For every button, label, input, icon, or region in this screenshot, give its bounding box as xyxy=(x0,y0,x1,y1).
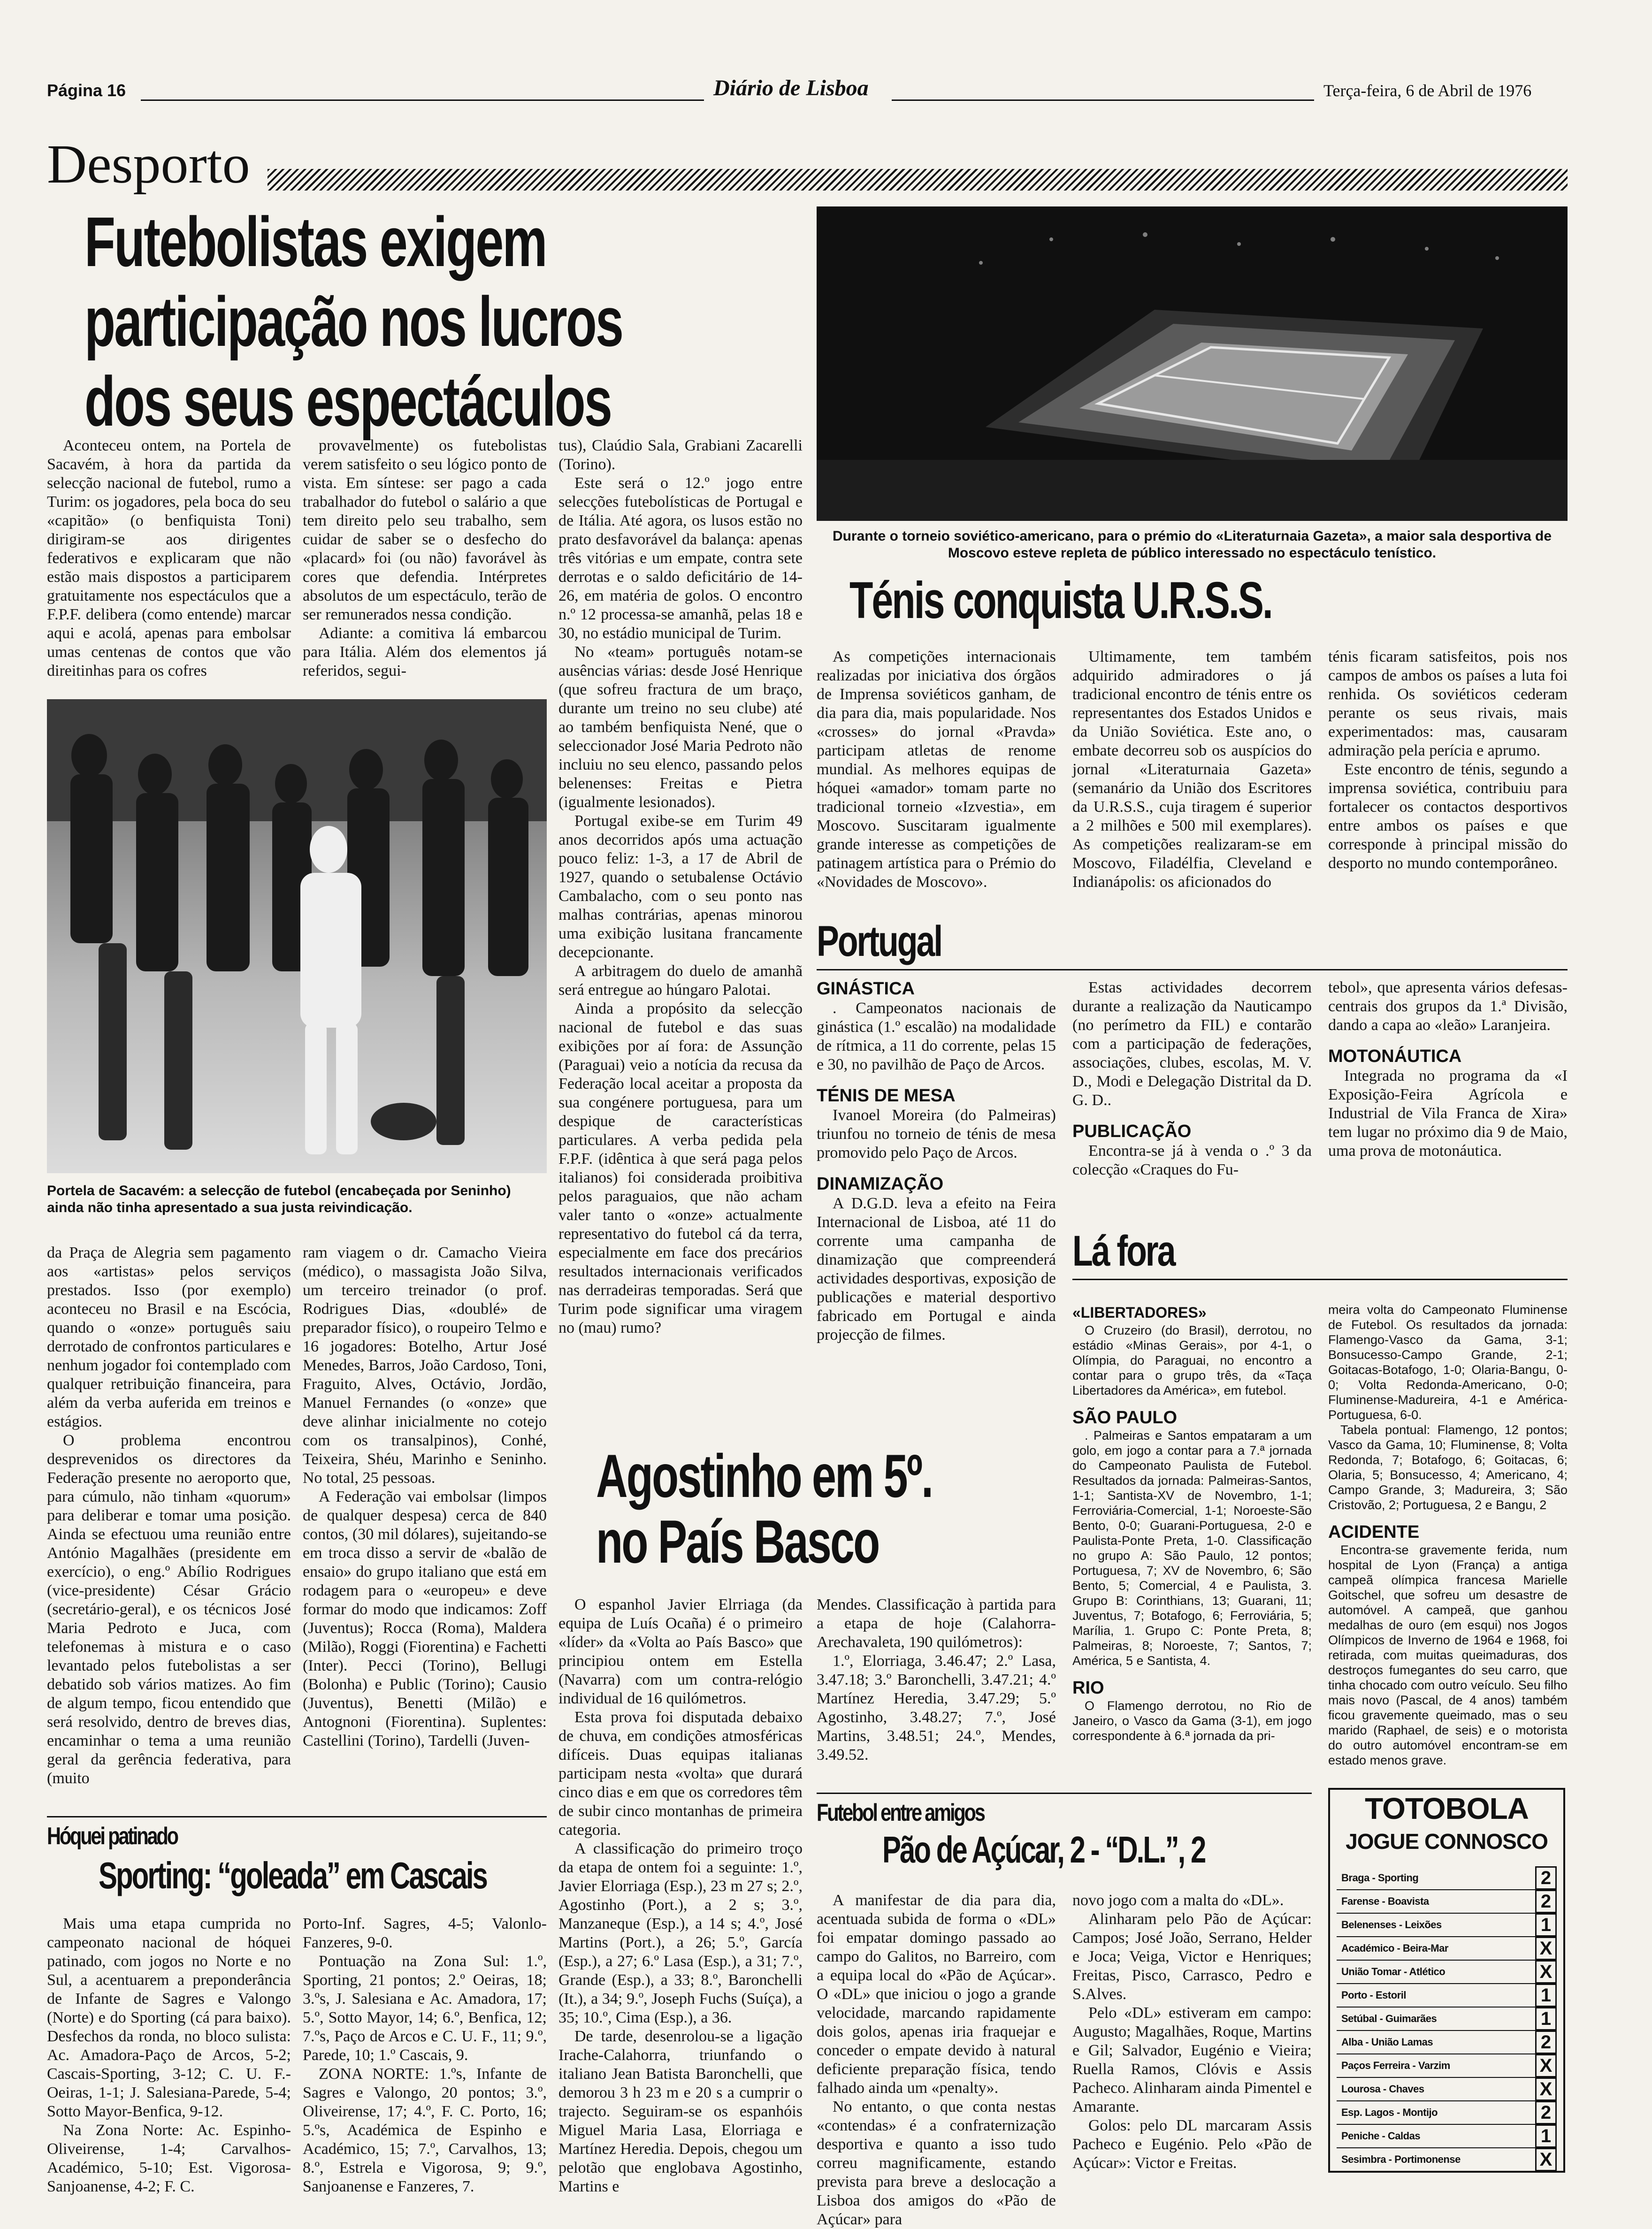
totobola-pick: X xyxy=(1535,1960,1557,1984)
totobola-row xyxy=(1337,1937,1557,1961)
lead-col3: tus), Claúdio Sala, Grabiani Zacarelli (Torino). Este será o 12.º jogo entre selecções futebolísticas de Portugal e de Itália. Até agora, os lusos estão no prato desfavorável da balança: apenas três vitórias e um empate, contra sete derrotas e o saldo deficitário de 14-26, em matéria de golos. O encontro n.º 12 processa-se amanhã, pelas 18 e 30, no estádio municipal de Turim. No «team» português notam-se ausências várias: desde José Henrique (que sofreu fractura de um braço, durante um treino no seu clube) até ao também benfiquista Nené, que o seleccionador José Maria Pedroto não incluiu no seu elenco, passando pelos belenenses: Freitas e Pietra (igualmente lesionados). Portugal exibe-se em Turim 49 anos decorridos após uma actuação pouco feliz: 1-3, a 17 de Abril de 1927, quando o setubalense Octávio Cambalacho, com o seu ponto nas malhas contrárias, apenas minorou uma exibição lusitana francamente decepcionante. A arbitragem do duelo de amanhã será entregue ao húngaro Palotai. Ainda a propósito da selecção nacional de futebol e das suas exibições por aí fora: de Assunção (Paraguai) veio a notícia da recusa da Federação local aceitar a proposta da sua congénere portuguesa, para um despique de características particulares. A verba pedida pela F.P.F. (idêntica à que será paga pelos italianos) foi considerada proibitiva pelos paraguaios, que não acham valer tanto o «onze» actualmente representativo do futebol cá da terra, especialmente em face dos precários resultados internacionais verificados nas derradeiras temporadas. Será que Turim pode significar uma viragem no (mau) rumo? xyxy=(558,437,803,1336)
agostinho-col1: O espanhol Javier Elrriaga (da equipa de Luís Ocaña) é o primeiro «líder» da «Volta ao País Basco» que principiou ontem em Estella (Navarra) com um contra-relógio individual de 16 quilómetros. Esta prova foi disputada debaixo de chuva, em condições atmosféricas difíceis. Duas equipas italianas participam nesta «volta» que durará cinco dias e em que os corredores têm de subir cinco montanhas de primeira categoria. A classificação do primeiro troço da etapa de ontem foi a seguinte: 1.º, Javier Elorriaga (Esp.), 23 m 27 s; 2.º, Agostinho (Port.), a 2 s; 3.º, Manzaneque (Esp.), a 14 s; 4.º, José Martins (Port.), a 26; 5.º, García (Esp.), a 27; 6.º Lasa (Esp.), a 31; 7.º, Grande (Esp.), a 33; 8.º, Baronchelli (It.), a 34; 9.º, Joseph Fuchs (Suíça), a 35; 10.º, Cima (Esp.), a 36. De tarde, desenrolou-se a ligação Irache-Calahorra, triunfando o italiano Jean Batista Baronchelli, que demorou 3 h 23 m e 20 s a cumprir o trajecto. Seguiram-se os espanhóis Miguel Maria Lasa, Elorriaga e Martínez Heredia. Depois, chegou um pelotão que englobava Agostinho, Martins e xyxy=(558,1596,803,2195)
tennis-photo-caption: Durante o torneio soviético-americano, para o prémio do «Literaturnaia Gazeta», a maior sala desportiva de Moscovo esteve repleta de público interessado no espectáculo tenístico. xyxy=(832,528,1552,561)
paper-name: Diário de Lisboa xyxy=(713,76,869,100)
lead-headline-2: participação nos lucros xyxy=(84,282,623,361)
hoquei-rule xyxy=(47,1816,547,1817)
hoquei-col1: Mais uma etapa cumprida no campeonato nacional de hóquei patinado, com jogos no Norte e no Sul, a acentuarem a preponderância de Infante de Sagres e Valongo (Norte) e do Sporting (cá para baixo). Desfechos da ronda, no bloco sulista: Ac. Amadora-Paço de Arcos, 5-2; Cascais-Sporting, 3-12; C. U. F.-Oeiras, 1-1; J. Salesiana-Parede, 5-4; Sotto Mayor-Benfica, 9-12. Na Zona Norte: Ac. Espinho-Oliveirense, 1-4; Carvalhos-Académico, 5-10; Est. Vigorosa-Sanjoanense, 4-2; F. C. xyxy=(47,1915,291,2195)
totobola-box xyxy=(1328,1788,1565,2173)
agostinho-headline-2: no País Basco xyxy=(596,1507,879,1576)
totobola-match: Paços Ferreira - Varzim xyxy=(1341,2060,1450,2071)
lafora-col2: meira volta do Campeonato Fluminense de Futebol. Os resultados da jornada: Flamengo-Vasco da Gama, 3-1; Bonsucesso-Campo Grande, 2-1; Goitacas-Botafogo, 1-0; Olaria-Bangu, 0-0; Volta Redonda-Americano, 0-0; Fluminense-Madureira, 4-1 e América-Portuguesa, 6-0. Tabela pontual: Flamengo, 12 pontos; Vasco da Gama, 10; Fluminense, 8; Volta Redonda, 7; Botafogo, 6; Goitacas, 6; Olaria, 5; Bonsucesso, 4; Americano, 4; Campo Grande, 3; Madureira, 3; São Cristovão, 2; Portuguesa, 2 e Bangu, 2 ACIDENTE Encontra-se gravemente ferida, num hospital de Lyon (França) a antiga campeã olímpica francesa Marielle Goitschel, que sofreu um desastre de automóvel. A campeã, que ganhou medalhas de ouro (em esqui) nos Jogos Olímpicos de Inverno de 1964 e 1968, foi retirada, com muitas queimaduras, dos destroços fumegantes do seu carro, que tinha chocado com outro veículo. Seu filho mais novo (Pascal, de 4 anos) também ficou gravemente queimado, mas o seu marido (Raphael, de seis) e o motorista do outro automóvel encontram-se em estado menos grave. xyxy=(1328,1303,1568,1767)
pao-headline: Pão de Açúcar, 2 - “D.L.”, 2 xyxy=(882,1829,1205,1870)
agostinho-headline-1: Agostinho em 5º. xyxy=(596,1442,933,1510)
totobola-match: Setúbal - Guimarães xyxy=(1341,2013,1437,2024)
totobola-subtitle: JOGUE CONNOSCO xyxy=(1346,1829,1548,1854)
masthead-rule-left xyxy=(141,99,704,101)
totobola-match: Porto - Estoril xyxy=(1341,1989,1406,2001)
lafora-col1: «LIBERTADORES» O Cruzeiro (do Brasil), derrotou, no estádio «Minas Gerais», por 4-1, o Olímpia, do Paraguai, no encontro a contar para o grupo três, da «Taça Libertadores da América», em futebol. SÃO PAULO . Palmeiras e Santos empataram a um golo, em jogo a contar para a 7.ª jornada do Campeonato Paulista de Futebol. Resultados da jornada: Palmeiras-Santos, 1-1; Santista-XV de Novembro, 1-1; Ferroviária-Comercial, 1-1; Noroeste-São Bento, 0-0; Guarani-Portuguesa, 2-0 e Paulista-Ponte Preta, 1-0. Classificação no grupo A: São Paulo, 12 pontos; Portuguesa, 7; XV de Novembro, 6; São Bento, 5; Comercial, 4 e Paulista, 3. Grupo B: Corinthians, 13; Guarani, 11; Juventus, 7; Botafogo, 6; Ferroviária, 5; Marília, 1. Grupo C: Ponte Preta, 8; Palmeiras, 8; Noroeste, 7; Santos, 7; América, 5 e Santista, 4. RIO O Flamengo derrotou, no Rio de Janeiro, o Vasco da Gama (3-1), em jogo correspondente à 6.ª jornada da pri- xyxy=(1072,1304,1312,1743)
totobola-row xyxy=(1337,2031,1557,2054)
totobola-match: Braga - Sporting xyxy=(1341,1872,1419,1884)
lead-headline-3: dos seus espectáculos xyxy=(84,362,612,441)
lead-col2-top: provavelmente) os futebolistas verem satisfeito o seu lógico ponto de vista. Em síntese: ser pago a cada trabalhador do futebol o salário a que tem direito pelo seu trabalho, sem cuidar de saber se o desfecho do «placard» foi (ou não) favorável às cores que defendia. Intérpretes absolutos de um espectáculo, terão de ser remunerados nessa condição. Adiante: a comitiva lá embarcou para Itália. Além dos elementos já referidos, segui- xyxy=(303,437,547,679)
masthead-rule-right xyxy=(892,99,1314,101)
portugal-col1: GINÁSTICA . Campeonatos nacionais de ginástica (1.º escalão) na modalidade de rítmica, a 11 do corrente, pelas 15 e 30, no pavilhão de Paço de Arcos. TÉNIS DE MESA Ivanoel Moreira (do Palmeiras) triunfou no torneio de ténis de mesa promovido pelo Paço de Arcos. DINAMIZAÇÃO A D.G.D. leva a efeito na Feira Internacional de Lisboa, até 11 do corrente uma campanha de dinamização que compreenderá actividades desportivas, exposição de publicações e material desportivo fabricado em Portugal e ainda projecção de filmes. xyxy=(817,979,1056,1344)
lead-photo-caption: Portela de Sacavém: a selecção de futebol (encabeçada por Seninho) ainda não tinha apresentado a sua justa reivindicação. xyxy=(47,1183,511,1215)
totobola-pick: 1 xyxy=(1535,1913,1557,1937)
totobola-pick: X xyxy=(1535,1937,1557,1960)
totobola-match: Farense - Boavista xyxy=(1341,1895,1429,1907)
portugal-heading: Portugal xyxy=(817,917,942,965)
tennis-col1: As competições internacionais realizadas por iniciativa dos órgãos de Imprensa soviéticos ganham, de dia para dia, mais popularidade. Nos «crosses» do jornal «Pravda» participam atletas de renome mundial. As melhores equipas de hóquei «amador» tomam parte no tradicional torneio «Izvestia», em Moscovo. Suscitaram igualmente grande interesse as competições de patinagem artística para o Prémio do «Novidades de Moscovo». xyxy=(817,648,1056,891)
pao-col1: A manifestar de dia para dia, acentuada subida de forma o «DL» foi empatar domingo passado ao campo do Galitos, no Barreiro, com a equipa local do «Pão de Açúcar». O «DL» que iniciou o jogo a grande velocidade, marcando rapidamente dois golos, apenas iria fraquejar e conceder o empate devido à natural deficiente preparação física, tendo falhado ainda um «penalty». No entanto, o que conta nestas «contendas» é a confraternização desportiva e quanto a isso tudo correu magnificamente, estando prevista para breve a deslocação a Lisboa dos amigos do «Pão de Açúcar» para xyxy=(817,1892,1056,2228)
totobola-match: Lourosa - Chaves xyxy=(1341,2083,1424,2095)
section-title: Desporto xyxy=(47,133,250,195)
totobola-row xyxy=(1337,2148,1557,2172)
totobola-list xyxy=(1337,1867,1557,2172)
lafora-heading: Lá fora xyxy=(1072,1227,1175,1275)
lead-col1-bottom: da Praça de Alegria sem pagamento aos «artistas» pelos serviços prestados. Isso (por exemplo) aconteceu no Brasil e na Escócia, quando o «onze» português saiu derrotado de confrontos particulares e nenhum jogador foi contemplado com qualquer retribuição financeira, para além da verba auferida em treinos e estágios. O problema encontrou desprevenidos os directores da Federação presente no aeroporto que, para cúmulo, não tinham «quorum» para deliberar e tomar uma posição. Ainda se efectuou uma reunião entre António Magalhães (presidente em exercício), o eng.º Abílio Rodrigues (vice-presidente) César Grácio (secretário-geral), e os técnicos José Maria Pedroto e Juca, com telefonemas à mistura e o caso levantado pelos futebolistas a ser debatido sob vários matizes. Ao fim de algum tempo, ficou entendido que será resolvido, dentro de breves dias, encaminhar o tema a uma reunião geral da gerência federativa, para (muito xyxy=(47,1244,291,1787)
portugal-col3: tebol», que apresenta vários defesas-centrais dos grupos da 1.ª Divisão, dando a capa ao «leão» Laranjeira. MOTONÁUTICA Integrada no programa da «I Exposição-Feira Agrícola e Industrial de Vila Franca de Xira» tem lugar no próximo dia 9 de Maio, uma prova de motonáutica. xyxy=(1328,979,1568,1160)
lead-col1-top: Aconteceu ontem, na Portela de Sacavém, à hora da partida da selecção nacional de futebol, rumo a Turim: os jogadores, pela boca do seu «capitão» (o benfiquista Toni) dirigiram-se aos dirigentes federativos e explicaram que não estão mais dispostos a participarem gratuitamente nos espectáculos que a F.P.F. delibera (como entende) marcar aqui e acolá, apenas para embolsar umas centenas de contos que vão direitinhas para os cofres xyxy=(47,437,291,679)
totobola-row xyxy=(1337,2101,1557,2125)
totobola-title: TOTOBOLA xyxy=(1365,1792,1529,1825)
totobola-pick: 1 xyxy=(1535,1984,1557,2007)
hoquei-headline: Sporting: “goleada” em Cascais xyxy=(99,1855,487,1896)
totobola-match: Peniche - Caldas xyxy=(1341,2130,1421,2142)
tennis-headline: Ténis conquista U.R.S.S. xyxy=(849,572,1272,629)
totobola-pick: X xyxy=(1535,2054,1557,2077)
lead-headline-1: Futebolistas exigem xyxy=(84,202,546,281)
pao-kicker: Futebol entre amigos xyxy=(817,1799,984,1826)
tennis-arena-photo xyxy=(817,206,1568,521)
hoquei-col2: Porto-Inf. Sagres, 4-5; Valonlo-Fanzeres, 9-0. Pontuação na Zona Sul: 1.º, Sporting, 21 pontos; 2.º Oeiras, 18; 3.ºs, J. Salesiana e Ac. Amadora, 17; 5.º, Sotto Mayor, 14; 6.º, Benfica, 12; 7.ºs, Paço de Arcos e C. U. F., 11; 9.º, Parede, 10; 1.º Cascais, 9. ZONA NORTE: 1.ºs, Infante de Sagres e Valongo, 20 pontos; 3.º, Oliveirense, 17; 4.º, F. C. Porto, 16; 5.ºs, Académica de Espinho e Académico, 15; 7.º, Carvalhos, 13; 8.º, Estrela e Vigorosa, 9; 9.º, Sanjoanense e Fanzeres, 7. xyxy=(303,1915,547,2195)
totobola-pick: X xyxy=(1535,2148,1557,2171)
team-walking-photo xyxy=(47,699,547,1173)
totobola-row xyxy=(1337,1914,1557,1937)
section-hatch xyxy=(268,169,1568,191)
totobola-row xyxy=(1337,1984,1557,2008)
totobola-match: Alba - União Lamas xyxy=(1341,2036,1433,2048)
totobola-pick: 2 xyxy=(1535,1890,1557,1913)
totobola-pick: X xyxy=(1535,2077,1557,2101)
totobola-pick: 2 xyxy=(1535,2101,1557,2124)
totobola-match: Académico - Beira-Mar xyxy=(1341,1942,1448,1954)
totobola-row xyxy=(1337,1961,1557,1984)
totobola-match: Sesimbra - Portimonense xyxy=(1341,2153,1461,2165)
agostinho-col2: Mendes. Classificação à partida para a etapa de hoje (Calahorra-Arechavaleta, 190 quilómetros): 1.º, Elorriaga, 3.46.47; 2.º Lasa, 3.47.18; 3.º Baronchelli, 3.47.21; 4.º Martínez Heredia, 3.47.29; 5.º Agostinho, 3.48.27; 7.º, José Martins, 3.48.51; 24.º, Mendes, 3.49.52. xyxy=(817,1596,1056,1763)
page-date: Terça-feira, 6 de Abril de 1976 xyxy=(1323,81,1532,100)
totobola-row xyxy=(1337,1867,1557,1890)
totobola-match: Esp. Lagos - Montijo xyxy=(1341,2107,1438,2118)
lafora-rule xyxy=(1072,1279,1568,1280)
lead-col2-bottom: ram viagem o dr. Camacho Vieira (médico), o massagista João Silva, um terceiro treinador (o prof. Rodrigues Dias, «doublé» de preparador físico), o roupeiro Telmo e 16 jogadores: Botelho, Artur José Menedes, Barros, João Cardoso, Toni, Fraguito, Alves, Octávio, Jordão, Manuel Fernandes (o «onze» que deve alinhar inicialmente no cotejo com os transalpinos), Conhé, Teixeira, Shéu, Marinho e Seninho. No total, 25 pessoas. A Federação vai embolsar (limpos de qualquer despesa) cerca de 840 contos, (30 mil dólares), sujeitando-se em troca disso a servir de «balão de ensaio» do grupo italiano que está em rodagem para o «europeu» e deve formar do modo que indicamos: Zoff (Juventus); Rocca (Roma), Maldera (Milão), Roggi (Fiorentina) e Fachetti (Inter). Pecci (Torino), Bellugi (Bolonha) e Public (Torino); Causio (Juventus), Benetti (Milão) e Antognoni (Fiorentina). Suplentes: Castellini (Torino), Tardelli (Juven- xyxy=(303,1244,547,1749)
portugal-col2: Estas actividades decorrem durante a realização da Nauticampo (no perímetro da FIL) e contarão com a participação de federações, associações, clubes, escolas, M. V. D., Modi e Delegação Distrital da D. G. D.. PUBLICAÇÃO Encontra-se já à venda o .º 3 da colecção «Craques do Fu- xyxy=(1072,979,1312,1178)
tennis-col2: Ultimamente, tem também adquirido admiradores o já tradicional encontro de ténis entre os representantes dos Estados Unidos e da União Soviética. Este ano, o embate decorreu sob os auspícios do jornal «Literaturnaia Gazeta» (semanário da União dos Escritores da U.R.S.S., cuja tiragem é superior a 2 milhões e 500 mil exemplares). As competições realizaram-se em Moscovo, Filadélfia, Cleveland e Indianápolis: os aficionados do xyxy=(1072,648,1312,891)
totobola-pick: 2 xyxy=(1535,1866,1557,1890)
pao-col2: novo jogo com a malta do «DL». Alinharam pelo Pão de Açúcar: Campos; José João, Serrano, Helder e Joca; Veiga, Victor e Henriques; Freitas, Pisco, Carrasco, Pedro e S.Alves. Pelo «DL» estiveram em campo: Augusto; Magalhães, Roque, Martins e Gil; Salvador, Eugénio e Vieira; Ruella Ramos, Clóvis e Assis Pacheco. Alinharam ainda Pimentel e Amarante. Golos: pelo DL marcaram Assis Pacheco e Eugénio. Pelo «Pão de Açúcar»: Victor e Freitas. xyxy=(1072,1892,1312,2172)
totobola-row xyxy=(1337,2125,1557,2148)
totobola-match: União Tomar - Atlético xyxy=(1341,1966,1446,1977)
totobola-row xyxy=(1337,2078,1557,2101)
totobola-pick: 1 xyxy=(1535,2124,1557,2148)
page-number: Página 16 xyxy=(47,81,126,100)
totobola-row xyxy=(1337,1890,1557,1914)
hoquei-kicker: Hóquei patinado xyxy=(47,1823,177,1850)
pao-rule xyxy=(817,1793,1312,1794)
totobola-row xyxy=(1337,2008,1557,2031)
totobola-match: Belenenses - Leixões xyxy=(1341,1919,1442,1931)
totobola-pick: 2 xyxy=(1535,2031,1557,2054)
totobola-pick: 1 xyxy=(1535,2007,1557,2031)
portugal-rule xyxy=(817,969,1568,970)
tennis-col3: ténis ficaram satisfeitos, pois nos campos de ambos os países a luta foi renhida. Os soviéticos cederam perante os seus rivais, mais experimentados: mas, causaram admiração pela perícia e aprumo. Este encontro de ténis, segundo a imprensa soviética, contribuiu para fortalecer os contactos desportivos entre ambos os países e que corresponde à principal missão do desporto no mundo contemporâneo. xyxy=(1328,648,1568,872)
totobola-row xyxy=(1337,2054,1557,2078)
